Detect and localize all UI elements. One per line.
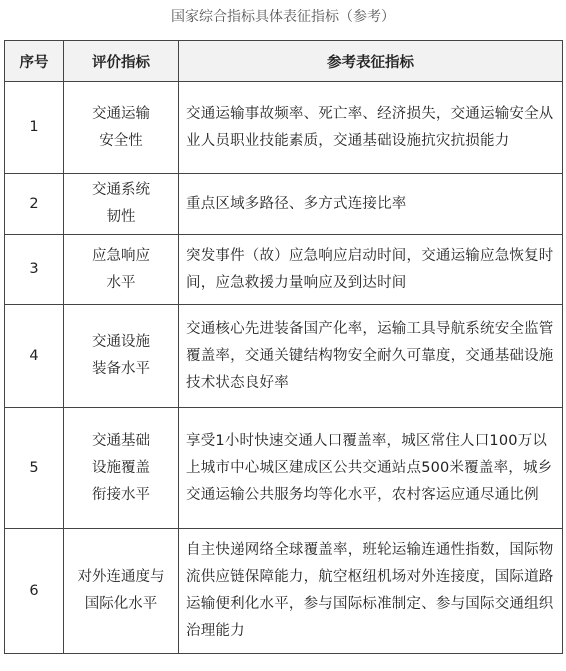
indicator-table	[4, 40, 563, 654]
row-number: 4	[5, 305, 64, 408]
row-indicator: 交通系统 韧性	[64, 174, 179, 235]
row-indicator: 应急响应 水平	[64, 235, 179, 305]
row-indicator: 交通运输 安全性	[64, 82, 179, 174]
header-serial: 序号	[5, 41, 64, 82]
table-row	[5, 529, 563, 654]
table-row	[5, 408, 563, 529]
row-indicator: 交通设施 装备水平	[64, 305, 179, 408]
row-reference: 突发事件（故）应急响应启动时间，交通运输应急恢复时间，应急救援力量响应及到达时间	[179, 235, 563, 305]
row-reference: 重点区域多路径、多方式连接比率	[179, 174, 563, 235]
row-number: 2	[5, 174, 64, 235]
table-caption: 国家综合指标具体表征指标（参考）	[171, 9, 395, 25]
row-number: 6	[5, 529, 64, 654]
header-indicator: 评价指标	[64, 41, 179, 82]
row-reference: 交通运输事故频率、死亡率、经济损失，交通运输安全从业人员职业技能素质，交通基础设施抗灾抗损能力	[179, 82, 563, 174]
table-row	[5, 82, 563, 174]
table-row	[5, 305, 563, 408]
table-row	[5, 235, 563, 305]
row-reference: 交通核心先进装备国产化率，运输工具导航系统安全监管覆盖率，交通关键结构物安全耐久可靠度，交通基础设施技术状态良好率	[179, 305, 563, 408]
table-row	[5, 174, 563, 235]
row-number: 5	[5, 408, 64, 529]
header-reference: 参考表征指标	[179, 41, 563, 82]
table-header-row	[5, 41, 563, 82]
row-number: 1	[5, 82, 64, 174]
row-reference: 享受1小时快速交通人口覆盖率，城区常住人口100万以上城市中心城区建成区公共交通站点500米覆盖率，城乡交通运输公共服务均等化水平，农村客运应通尽通比例	[179, 408, 563, 529]
row-indicator: 交通基础 设施覆盖 衔接水平	[64, 408, 179, 529]
row-reference: 自主快递网络全球覆盖率，班轮运输连通性指数，国际物流供应链保障能力，航空枢纽机场对外连接度，国际道路运输便利化水平，参与国际标准制定、参与国际交通组织治理能力	[179, 529, 563, 654]
row-indicator: 对外连通度与 国际化水平	[64, 529, 179, 654]
row-number: 3	[5, 235, 64, 305]
